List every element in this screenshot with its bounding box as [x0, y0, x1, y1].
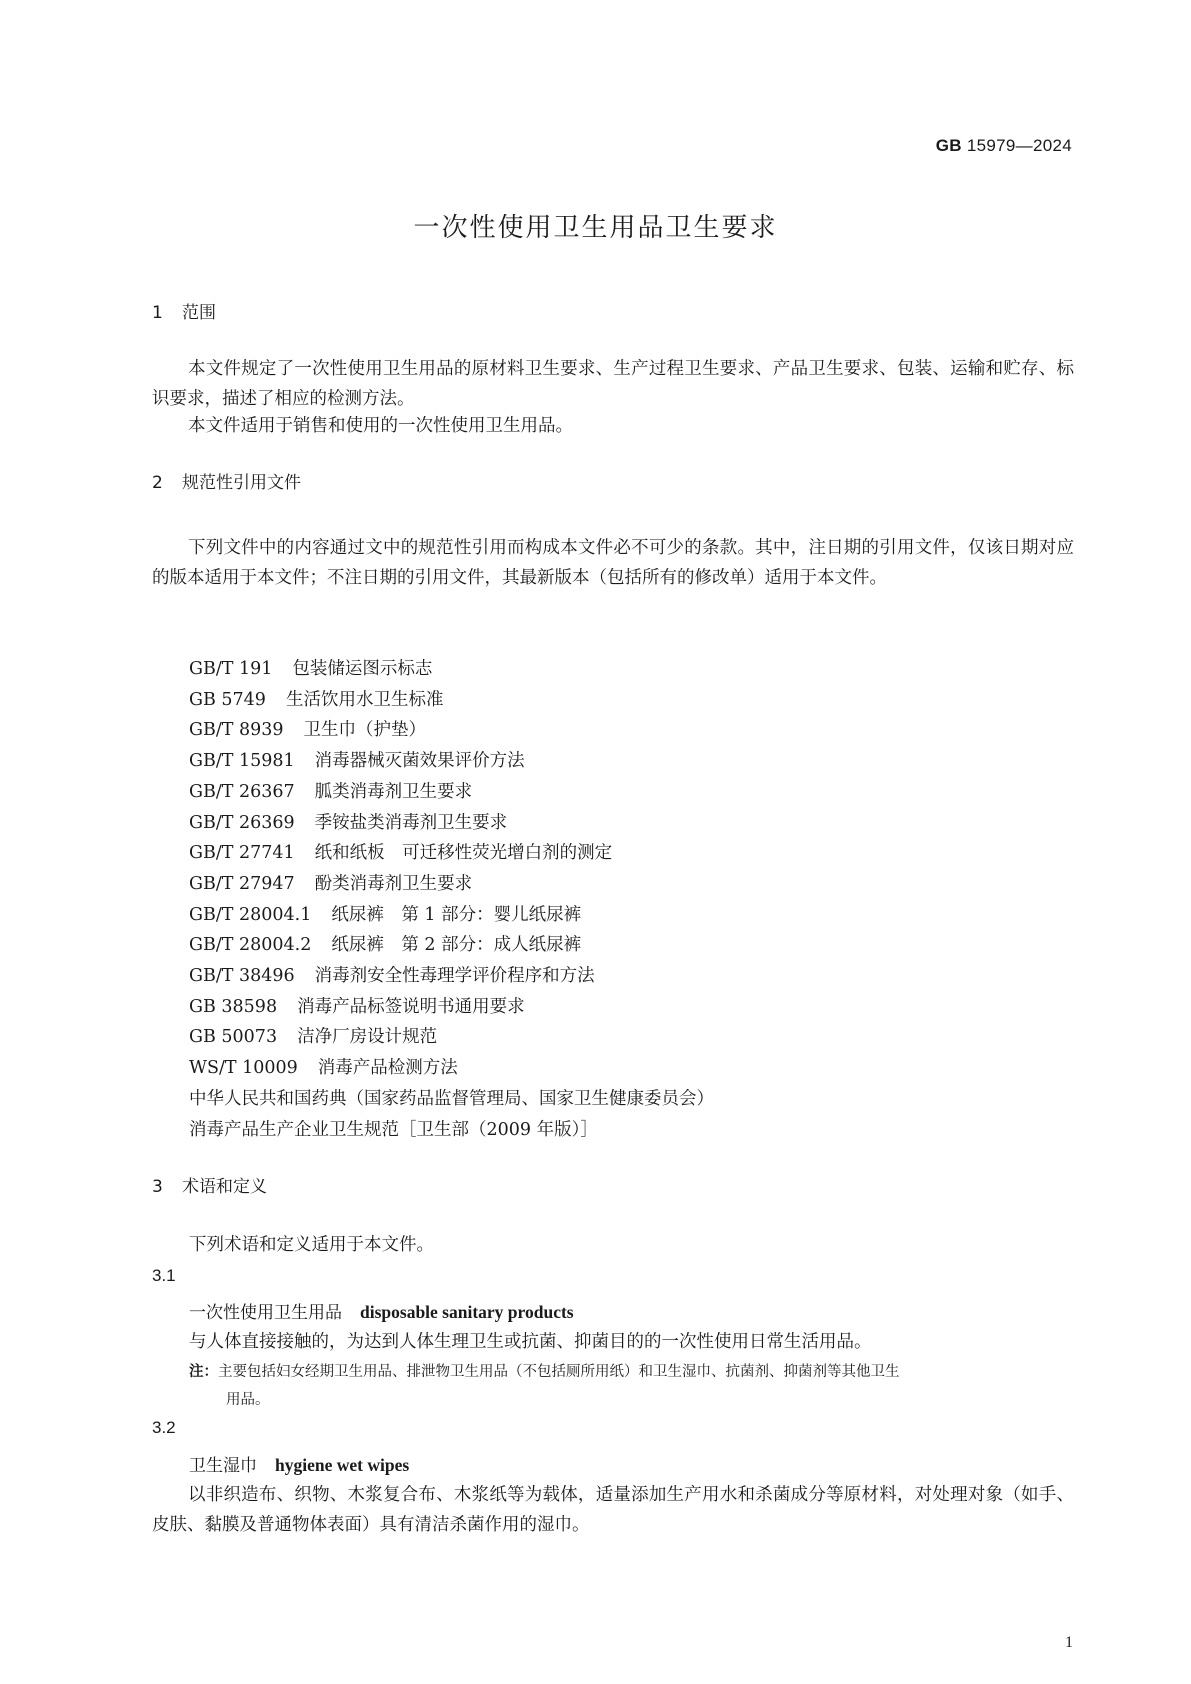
reference-code: GB/T 28004.1	[189, 904, 312, 925]
section-number: 3	[152, 1177, 163, 1197]
reference-title: 中华人民共和国药典（国家药品监督管理局、国家卫生健康委员会）	[189, 1088, 714, 1109]
reference-item	[189, 869, 714, 900]
scope-paragraph: 本文件规定了一次性使用卫生用品的原材料卫生要求、生产过程卫生要求、产品卫生要求、包装、运输和贮存、标识要求，描述了相应的检测方法。	[152, 359, 1074, 409]
reference-item	[189, 746, 714, 777]
reference-item	[189, 715, 714, 746]
section-number: 2	[152, 473, 163, 493]
reference-item	[189, 1022, 714, 1053]
reference-code: GB/T 191	[189, 659, 273, 679]
term-definition: 与人体直接接触的，为达到人体生理卫生或抗菌、抑菌目的的一次性使用日常生活用品。	[189, 1332, 872, 1352]
reference-title: 洁净厂房设计规范	[297, 1027, 438, 1048]
section-heading-terms	[152, 1172, 267, 1197]
standard-code: 15979—2024	[966, 136, 1072, 155]
reference-code: GB 38598	[189, 996, 278, 1017]
section-number: 1	[152, 303, 163, 323]
reference-title: 消毒产品检测方法	[317, 1058, 458, 1079]
reference-title: 消毒产品生产企业卫生规范［卫生部（2009 年版）］	[189, 1119, 598, 1140]
references-intro: 下列文件中的内容通过文中的规范性引用而构成本文件必不可少的条款。其中，注日期的引用文件，仅该日期对应的版本适用于本文件；不注日期的引用文件，其最新版本（包括所有的修改单）适用于本文件。	[152, 538, 1074, 588]
term-name-en: disposable sanitary products	[360, 1302, 574, 1322]
section-title: 规范性引用文件	[182, 473, 301, 493]
note-label: 注：	[189, 1364, 218, 1380]
page-number: 1	[1065, 1634, 1073, 1651]
reference-title: 包装储运图示标志	[292, 659, 433, 679]
reference-title: 消毒产品标签说明书通用要求	[297, 996, 525, 1017]
reference-code: GB/T 27947	[189, 873, 295, 894]
reference-item	[189, 808, 714, 839]
reference-code: GB/T 27741	[189, 843, 295, 864]
reference-item	[189, 777, 714, 808]
reference-code: GB 5749	[189, 689, 266, 710]
term-definition: 以非织造布、织物、木浆复合布、木浆纸等为载体，适量添加生产用水和杀菌成分等原材料，对处理对象（如手、皮肤、黏膜及普通物体表面）具有清洁杀菌作用的湿巾。	[152, 1485, 1074, 1535]
reference-code: GB/T 15981	[189, 751, 295, 772]
reference-title: 纸和纸板 可迁移性荧光增白剂的测定	[314, 843, 613, 864]
note-text-continued: 用品。	[226, 1392, 270, 1408]
reference-item	[189, 900, 714, 931]
reference-title: 消毒剂安全性毒理学评价程序和方法	[314, 966, 595, 987]
scope-paragraph: 本文件适用于销售和使用的一次性使用卫生用品。	[188, 416, 573, 436]
section-heading-normative-references	[152, 468, 301, 493]
reference-item	[189, 1084, 714, 1115]
reference-title: 纸尿裤 第 1 部分：婴儿纸尿裤	[331, 904, 582, 925]
reference-item	[189, 685, 714, 716]
reference-title: 消毒器械灭菌效果评价方法	[314, 751, 525, 772]
term-number: 3.2	[152, 1418, 176, 1437]
terms-intro: 下列术语和定义适用于本文件。	[189, 1235, 434, 1255]
section-heading-scope	[152, 298, 216, 323]
reference-code: WS/T 10009	[189, 1058, 298, 1079]
reference-title: 纸尿裤 第 2 部分：成人纸尿裤	[331, 935, 582, 956]
section-title: 术语和定义	[182, 1177, 267, 1197]
reference-code: GB/T 8939	[189, 720, 284, 741]
term-name	[189, 1298, 574, 1323]
term-number: 3.1	[152, 1266, 176, 1285]
reference-title: 酚类消毒剂卫生要求	[314, 873, 473, 894]
section-title: 范围	[182, 303, 216, 323]
reference-code: GB/T 38496	[189, 966, 295, 987]
reference-title: 卫生巾（护垫）	[303, 720, 427, 741]
term-name-en: hygiene wet wipes	[275, 1455, 410, 1475]
reference-code: GB/T 26367	[189, 781, 295, 802]
reference-item	[189, 1115, 714, 1146]
term-name	[189, 1451, 409, 1476]
reference-item	[189, 1053, 714, 1084]
reference-item	[189, 930, 714, 961]
note-text: 主要包括妇女经期卫生用品、排泄物卫生用品（不包括厕所用纸）和卫生湿巾、抗菌剂、抑菌剂等其他卫生	[218, 1364, 900, 1380]
term-name-zh: 卫生湿巾	[189, 1456, 257, 1476]
document-title: 一次性使用卫生用品卫生要求	[413, 213, 778, 243]
reference-code: GB/T 26369	[189, 812, 295, 833]
reference-list	[189, 654, 714, 1145]
reference-title: 胍类消毒剂卫生要求	[314, 781, 473, 802]
term-note	[189, 1358, 1079, 1414]
standard-prefix: GB	[935, 136, 962, 155]
reference-code: GB/T 28004.2	[189, 935, 312, 956]
reference-item	[189, 961, 714, 992]
term-name-zh: 一次性使用卫生用品	[189, 1303, 342, 1323]
reference-item	[189, 654, 714, 685]
reference-item	[189, 838, 714, 869]
reference-code: GB 50073	[189, 1027, 278, 1048]
reference-item	[189, 992, 714, 1023]
standard-number	[936, 136, 1072, 156]
reference-title: 生活饮用水卫生标准	[285, 689, 444, 710]
reference-title: 季铵盐类消毒剂卫生要求	[314, 812, 508, 833]
